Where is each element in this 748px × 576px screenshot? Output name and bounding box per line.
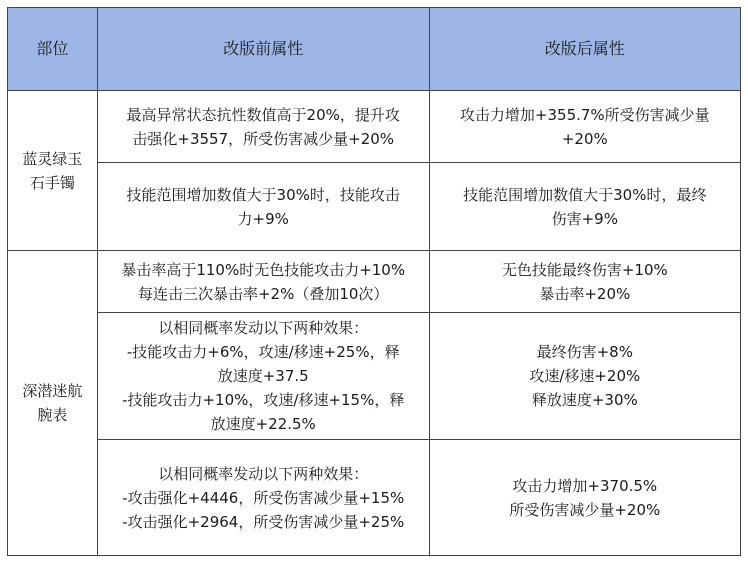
before-text-line: 最高异常状态抗性数值高于20%，提升攻 xyxy=(126,105,400,124)
part-name-line: 石手镯 xyxy=(29,173,75,192)
attribute-comparison-table xyxy=(7,7,741,556)
part-name-line: 蓝灵绿玉 xyxy=(22,149,83,168)
after-text-line: 攻击力增加+355.7%所受伤害减少量 xyxy=(459,105,710,124)
part-name-line: 深潜迷航 xyxy=(22,382,83,400)
after-attribute-cell xyxy=(429,440,740,556)
after-text-line: 释放速度+30% xyxy=(531,391,638,409)
table-row xyxy=(8,251,741,313)
after-text-line: 无色技能最终伤害+10% xyxy=(501,260,668,279)
after-text-line: 所受伤害减少量+20% xyxy=(509,500,661,519)
part-name-cell xyxy=(8,251,98,556)
before-text-line: -攻击强化+4446，所受伤害减少量+15% xyxy=(122,488,405,507)
table-row xyxy=(8,313,741,440)
table-row xyxy=(8,91,741,163)
after-text-line: 最终伤害+8% xyxy=(536,343,633,361)
table-row xyxy=(8,163,741,251)
table-row xyxy=(8,440,741,556)
before-text-line: 每连击三次暴击率+2%（叠加10次） xyxy=(137,284,389,303)
after-text-line: 暴击率+20% xyxy=(539,284,631,303)
part-name-line: 腕表 xyxy=(37,406,68,424)
after-text-line: 攻击力增加+370.5% xyxy=(512,476,658,495)
before-attribute-cell xyxy=(97,313,429,440)
before-text-line: 技能范围增加数值大于30%时，技能攻击 xyxy=(126,185,400,204)
table-body xyxy=(8,91,741,556)
before-attribute-cell xyxy=(97,91,429,163)
after-attribute-cell xyxy=(429,91,740,163)
before-text-line: 以相同概率发动以下两种效果： xyxy=(158,464,369,483)
before-text-line: 放速度+37.5 xyxy=(217,367,309,385)
after-text-line: 攻速/移速+20% xyxy=(529,367,641,385)
before-attribute-cell xyxy=(97,440,429,556)
before-attribute-cell xyxy=(97,251,429,313)
before-text-line: 击强化+3557，所受伤害减少量+20% xyxy=(132,129,395,148)
header-row xyxy=(8,8,741,91)
header-part: 部位 xyxy=(8,8,98,91)
before-attribute-cell xyxy=(97,163,429,251)
after-text-line: 技能范围增加数值大于30%时，最终 xyxy=(463,185,707,204)
before-text-line: 暴击率高于110%时无色技能攻击力+10% xyxy=(121,260,406,279)
before-text-line: 放速度+22.5% xyxy=(210,415,316,433)
after-text-line: +20% xyxy=(561,129,608,148)
before-text-line: -技能攻击力+10%，攻速/移速+15%，释 xyxy=(122,391,405,409)
header-after: 改版后属性 xyxy=(429,8,740,91)
before-text-line: 以相同概率发动以下两种效果： xyxy=(158,319,369,337)
before-text-line: -攻击强化+2964，所受伤害减少量+25% xyxy=(122,512,405,531)
before-text-line: -技能攻击力+6%，攻速/移速+25%，释 xyxy=(126,343,400,361)
part-name-cell xyxy=(8,91,98,251)
after-attribute-cell xyxy=(429,163,740,251)
after-attribute-cell xyxy=(429,313,740,440)
before-text-line: 力+9% xyxy=(237,209,289,228)
header-before: 改版前属性 xyxy=(97,8,429,91)
after-text-line: 伤害+9% xyxy=(551,209,618,228)
after-attribute-cell xyxy=(429,251,740,313)
